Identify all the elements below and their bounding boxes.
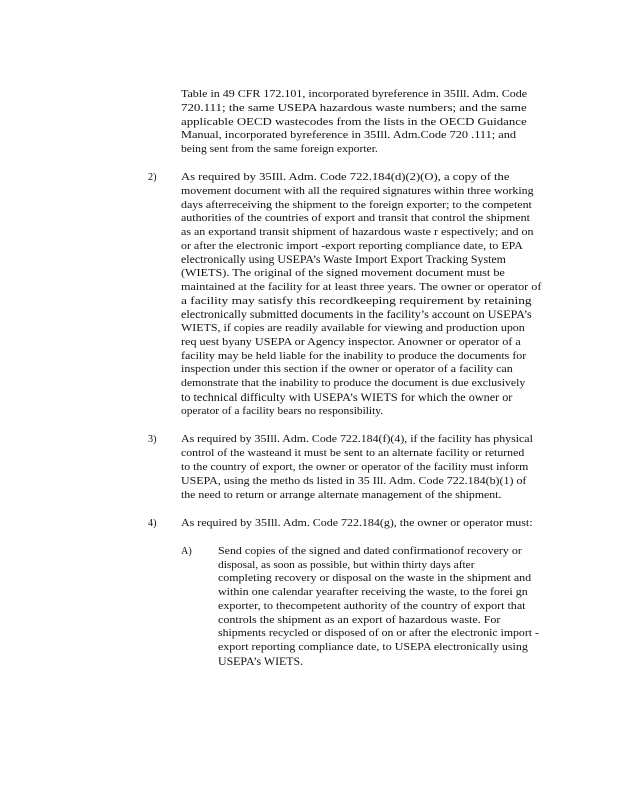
text-line: As required by 35Ill. Adm. Code 722.184(g), the owner or operator must: bbox=[181, 518, 533, 529]
text-line: control of the wasteand it must be sent to an alternate facility or returned bbox=[181, 448, 525, 459]
item-2-marker: 2) bbox=[148, 172, 157, 183]
text-line: authorities of the countries of export and transit that control the shipment bbox=[181, 213, 530, 224]
item-4a-marker: A) bbox=[181, 546, 192, 557]
text-line: movement document with all the required signatures within three working bbox=[181, 186, 534, 197]
text-line: export reporting compliance date, to USEPA electronically using bbox=[218, 642, 528, 653]
text-line: exporter, to thecompetent authority of the country of export that bbox=[218, 601, 526, 612]
text-line: completing recovery or disposal on the waste in the shipment and bbox=[218, 573, 532, 584]
text-line: electronically using USEPA’s Waste Import Export Tracking System bbox=[181, 253, 506, 266]
text-line: WIETS, if copies are readily available for viewing and production upon bbox=[181, 323, 525, 334]
text-line: Table in 49 CFR 172.101, incorporated byreference in 35Ill. Adm. Code bbox=[181, 89, 528, 100]
text-line: shipments recycled or disposed of on or after the electronic import - bbox=[218, 628, 539, 639]
text-line: operator of a facility bears no responsibility. bbox=[181, 406, 384, 417]
text-line: USEPA, using the metho ds listed in 35 Ill. Adm. Code 722.184(b)(1) of bbox=[181, 476, 527, 487]
text-line: Manual, incorporated byreference in 35Ill. Adm.Code 720 .111; and bbox=[181, 130, 517, 141]
item-3-marker: 3) bbox=[148, 434, 157, 445]
text-line: USEPA’s WIETS. bbox=[218, 655, 304, 668]
text-line: within one calendar yearafter receiving the waste, to the forei gn bbox=[218, 587, 528, 598]
text-line: (WIETS). The original of the signed movement document must be bbox=[181, 268, 505, 279]
text-line: facility may be held liable for the inability to produce the documents for bbox=[181, 351, 527, 362]
text-line: Send copies of the signed and dated confirmationof recovery or bbox=[218, 546, 522, 557]
text-line: a facility may satisfy this recordkeeping requirement by retaining bbox=[181, 296, 532, 307]
text-line: days afterreceiving the shipment to the foreign exporter; to the competent bbox=[181, 200, 532, 211]
text-line: maintained at the facility for at least three years. The owner or operator of bbox=[181, 282, 542, 293]
text-line: As required by 35Ill. Adm. Code 722.184(d)(2)(O), a copy of the bbox=[181, 172, 510, 183]
text-line: demonstrate that the inability to produce the document is due exclusively bbox=[181, 378, 526, 389]
text-line: disposal, as soon as possible, but within thirty days after bbox=[218, 560, 475, 571]
text-line: controls the shipment as an export of hazardous waste. For bbox=[218, 615, 501, 626]
text-line: electronically submitted documents in the facility’s account on USEPA’s bbox=[181, 308, 532, 321]
text-line: the need to return or arrange alternate management of the shipment. bbox=[181, 490, 502, 501]
text-line: to technical difficulty with USEPA’s WIETS for which the owner or bbox=[181, 391, 513, 404]
text-line: As required by 35Ill. Adm. Code 722.184(f)(4), if the facility has physical bbox=[181, 434, 533, 445]
text-line: to the country of export, the owner or operator of the facility must inform bbox=[181, 462, 529, 473]
text-line: being sent from the same foreign exporter. bbox=[181, 144, 378, 155]
text-line: req uest byany USEPA or Agency inspector. Anowner or operator of a bbox=[181, 337, 521, 348]
text-line: 720.111; the same USEPA hazardous waste numbers; and the same bbox=[181, 103, 527, 114]
text-line: as an exportand transit shipment of hazardous waste r espectively; and on bbox=[181, 227, 534, 238]
item-4-marker: 4) bbox=[148, 518, 157, 529]
text-line: inspection under this section if the owner or operator of a facility can bbox=[181, 364, 513, 375]
text-line: or after the electronic import -export reporting compliance date, to EPA bbox=[181, 241, 523, 252]
text-line: applicable OECD wastecodes from the lists in the OECD Guidance bbox=[181, 117, 527, 128]
